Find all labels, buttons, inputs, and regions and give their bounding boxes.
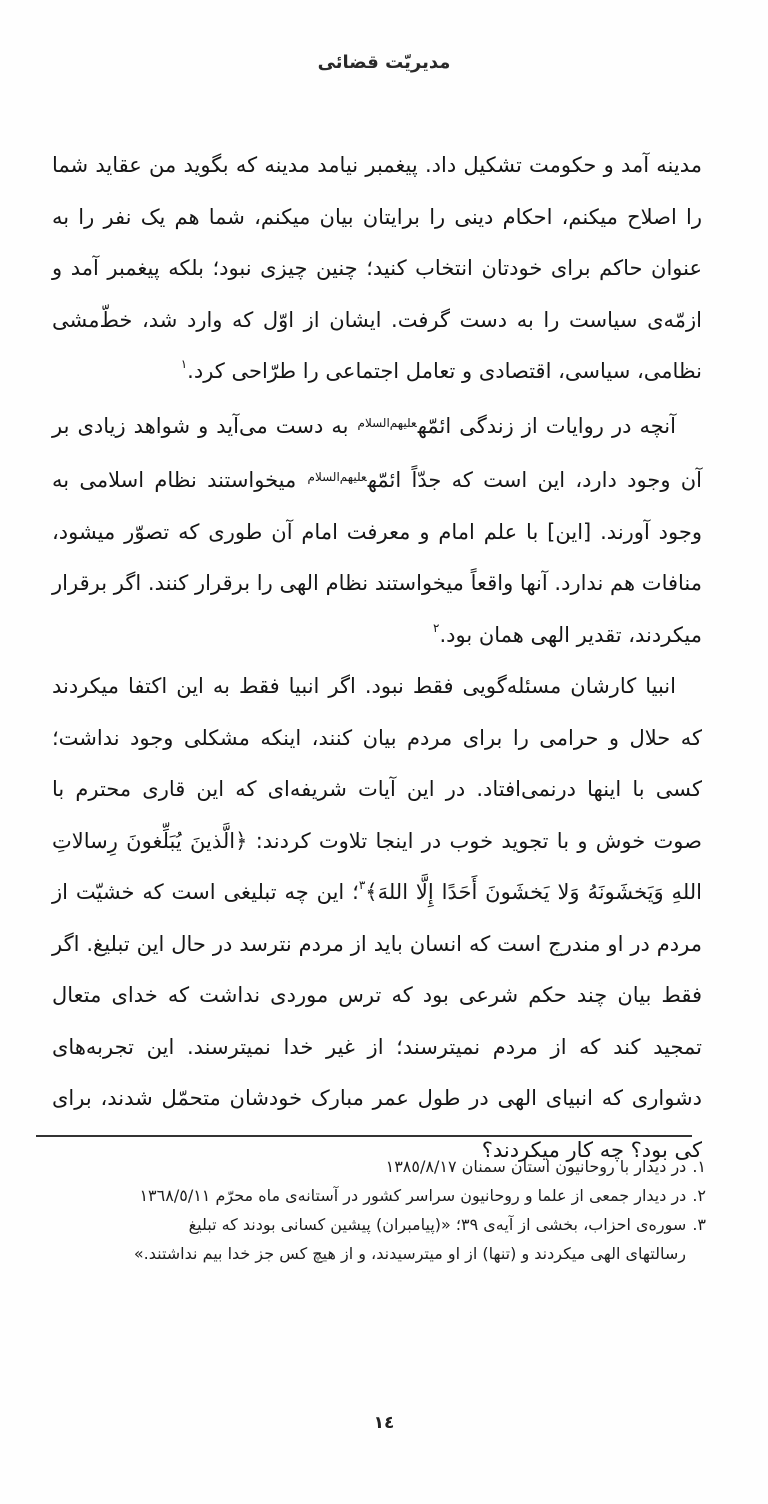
paragraph-1: [52, 140, 702, 398]
main-text: [52, 140, 702, 1176]
quran-verse: ﴿الَّذینَ یُبَلِّغونَ رِسالاتِ اللهِ وَیَخشَونَهُ وَلا یَخشَونَ أَحَدًا إِلَّا اللهَ﴾: [52, 828, 703, 904]
footnotes: [52, 1152, 706, 1268]
footnote-2: [52, 1181, 706, 1210]
footnote-number: ٢.: [692, 1186, 706, 1205]
paragraph-2-text-b: به دست می‌آید و شواهد زیادی بر آن وجود دارد، این است که جدّاً ائمّه: [52, 413, 702, 492]
footnote-divider: [36, 1135, 692, 1137]
honorific-mark: علیهم‌السلام: [357, 415, 417, 430]
paragraph-2-text-a: آنچه در روایات از زندگی ائمّه: [417, 413, 676, 438]
footnote-ref-3: ٣: [358, 878, 366, 892]
paragraph-1-text: مدینه آمد و حکومت تشکیل داد. پیغمبر نیامد مدینه که بگوید من عقاید شما را اصلاح میکنم، احکام دینی را برایتان بیان میکنم، شما هم یک نفر را به عنوان حاکم برای خودتان انتخاب کنید؛ چنین چیزی نبود؛ بلکه پیغمبر آمد و ازمّه‌ی سیاست را به دست گرفت. ایشان از اوّل که وارد شد، خطّ‌مشی نظامی، سیاسی، اقتصادی و تعامل اجتماعی را طرّاحی کرد.: [52, 153, 702, 383]
footnote-ref-1: ١: [180, 357, 188, 371]
running-head-title: مدیریّت قضائی: [317, 52, 451, 73]
paragraph-2: [52, 398, 702, 662]
honorific-mark: علیهم‌السلام: [307, 470, 367, 484]
footnote-1: [52, 1152, 706, 1181]
footnote-number: ٣.: [692, 1215, 706, 1234]
footnote-continuation: رسالتهای الهی میکردند و (تنها) از او میترسیدند، و از هیچ کس جز خدا بیم نداشتند.»: [133, 1244, 686, 1263]
footnote-ref-2: ٢: [432, 620, 440, 635]
footnote-text: در دیدار جمعی از علما و روحانیون سراسر کشور در آستانه‌ی ماه محرّم ١٣٦٨/٥/١١: [139, 1186, 687, 1205]
footnote-number: ١.: [692, 1157, 706, 1176]
footnote-3: [52, 1210, 706, 1268]
paragraph-2-text-c: میخواستند نظام اسلامی به وجود آورند. [این] با علم امام و معرفت امام آن طوری که تصوّر میشود، منافات هم ندارد. آنها واقعاً میخواستند نظام الهی را برقرار کنند. اگر برقرار میکردند، تقدیر الهی همان بود.: [52, 468, 702, 647]
paragraph-3: [52, 661, 702, 1176]
footnote-text: سوره‌ی احزاب، بخشی از آیه‌ی ٣٩؛ «(پیامبران) پیشین کسانی بودند که تبلیغ: [188, 1215, 687, 1234]
footnote-text: در دیدار با روحانیون استان سمنان ١٣٨٥/٨/١٧: [385, 1157, 687, 1176]
page-number: ١٤: [373, 1413, 395, 1433]
paragraph-3-text-a: انبیا کارشان مسئله‌گویی فقط نبود. اگر انبیا فقط به این اکتفا میکردند که حلال و حرامی را برای مردم بیان کنند، اینکه مشکلی وجود نداشت؛ کسی با اینها درنمی‌افتاد. در این آیات شریفه‌ای که این قاری محترم با صوت خوش و با تجوید خوب در اینجا تلاوت کردند:: [52, 674, 702, 853]
paragraph-3-text-b: ؛ این چه تبلیغی است که خشیّت از مردم در او مندرج است که انسان باید از مردم نترسد در حال این تبلیغ. اگر فقط بیان چند حکم شرعی بود که ترس موردی نداشت که خدای متعال تمجید کند که از مردم نمیترسند؛ از غیر خدا نمیترسند. این تجربه‌های دشواری که انبیای الهی در طول عمر مبارک خودشان متحمّل شدند، برای کی بود؟ چه کار میکردند؟: [52, 880, 702, 1162]
